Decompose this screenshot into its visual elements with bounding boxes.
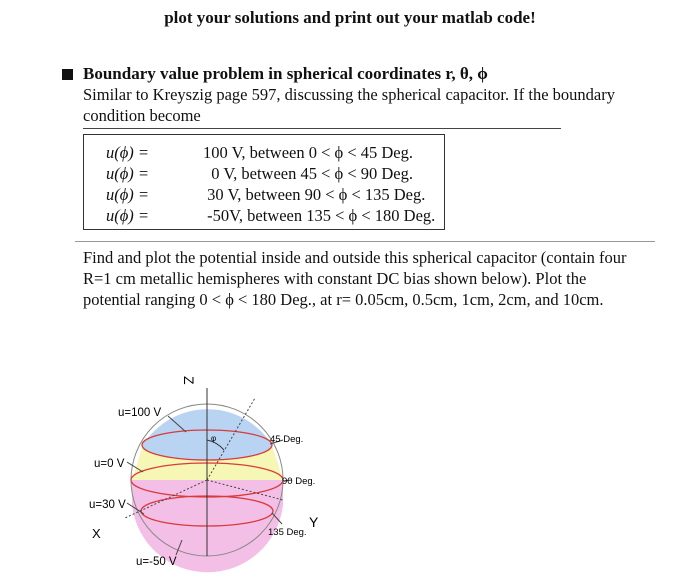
condition-lhs: u(ϕ) =: [106, 206, 150, 225]
condition-lhs: u(ϕ) =: [106, 185, 150, 204]
label-90-deg: 90 Deg.: [282, 476, 316, 487]
condition-lhs: u(ϕ) =: [106, 143, 150, 162]
task-paragraph: Find and plot the potential inside and outside this spherical capacitor (contain four R=1 cm metallic hemispheres with constant DC bias shown below). Plot the potential ranging 0 < ϕ < 180 Deg., at r= 0.05cm, 0.5cm, 1cm, 2cm, and 10cm.: [83, 248, 627, 309]
condition-rhs: -50V, between 135 < ϕ < 180 Deg.: [203, 206, 436, 225]
label-135-deg: 135 Deg.: [268, 527, 307, 538]
axis-y-label: Y: [309, 514, 319, 530]
label-45-deg: 45 Deg.: [270, 434, 304, 445]
label-u0: u=0 V: [94, 458, 125, 470]
condition-rhs: 30 V, between 90 < ϕ < 135 Deg.: [203, 185, 426, 204]
label-um50: u=-50 V: [136, 556, 177, 568]
page-heading: plot your solutions and print out your matlab code!: [164, 8, 536, 27]
condition-rhs: 0 V, between 45 < ϕ < 90 Deg.: [203, 164, 413, 183]
label-u100: u=100 V: [118, 407, 162, 419]
label-u30: u=30 V: [89, 499, 126, 511]
axis-x-label: X: [92, 526, 101, 541]
phi-symbol: φ: [211, 434, 217, 443]
condition-rhs: 100 V, between 0 < ϕ < 45 Deg.: [203, 143, 413, 162]
condition-lhs: u(ϕ) =: [106, 164, 150, 183]
section-title: Boundary value problem in spherical coordinates r, θ, ϕ: [83, 64, 488, 83]
axis-z-label: Z: [181, 376, 197, 385]
intro-text: Similar to Kreyszig page 597, discussing the spherical capacitor. If the boundary condition become: [83, 85, 615, 125]
